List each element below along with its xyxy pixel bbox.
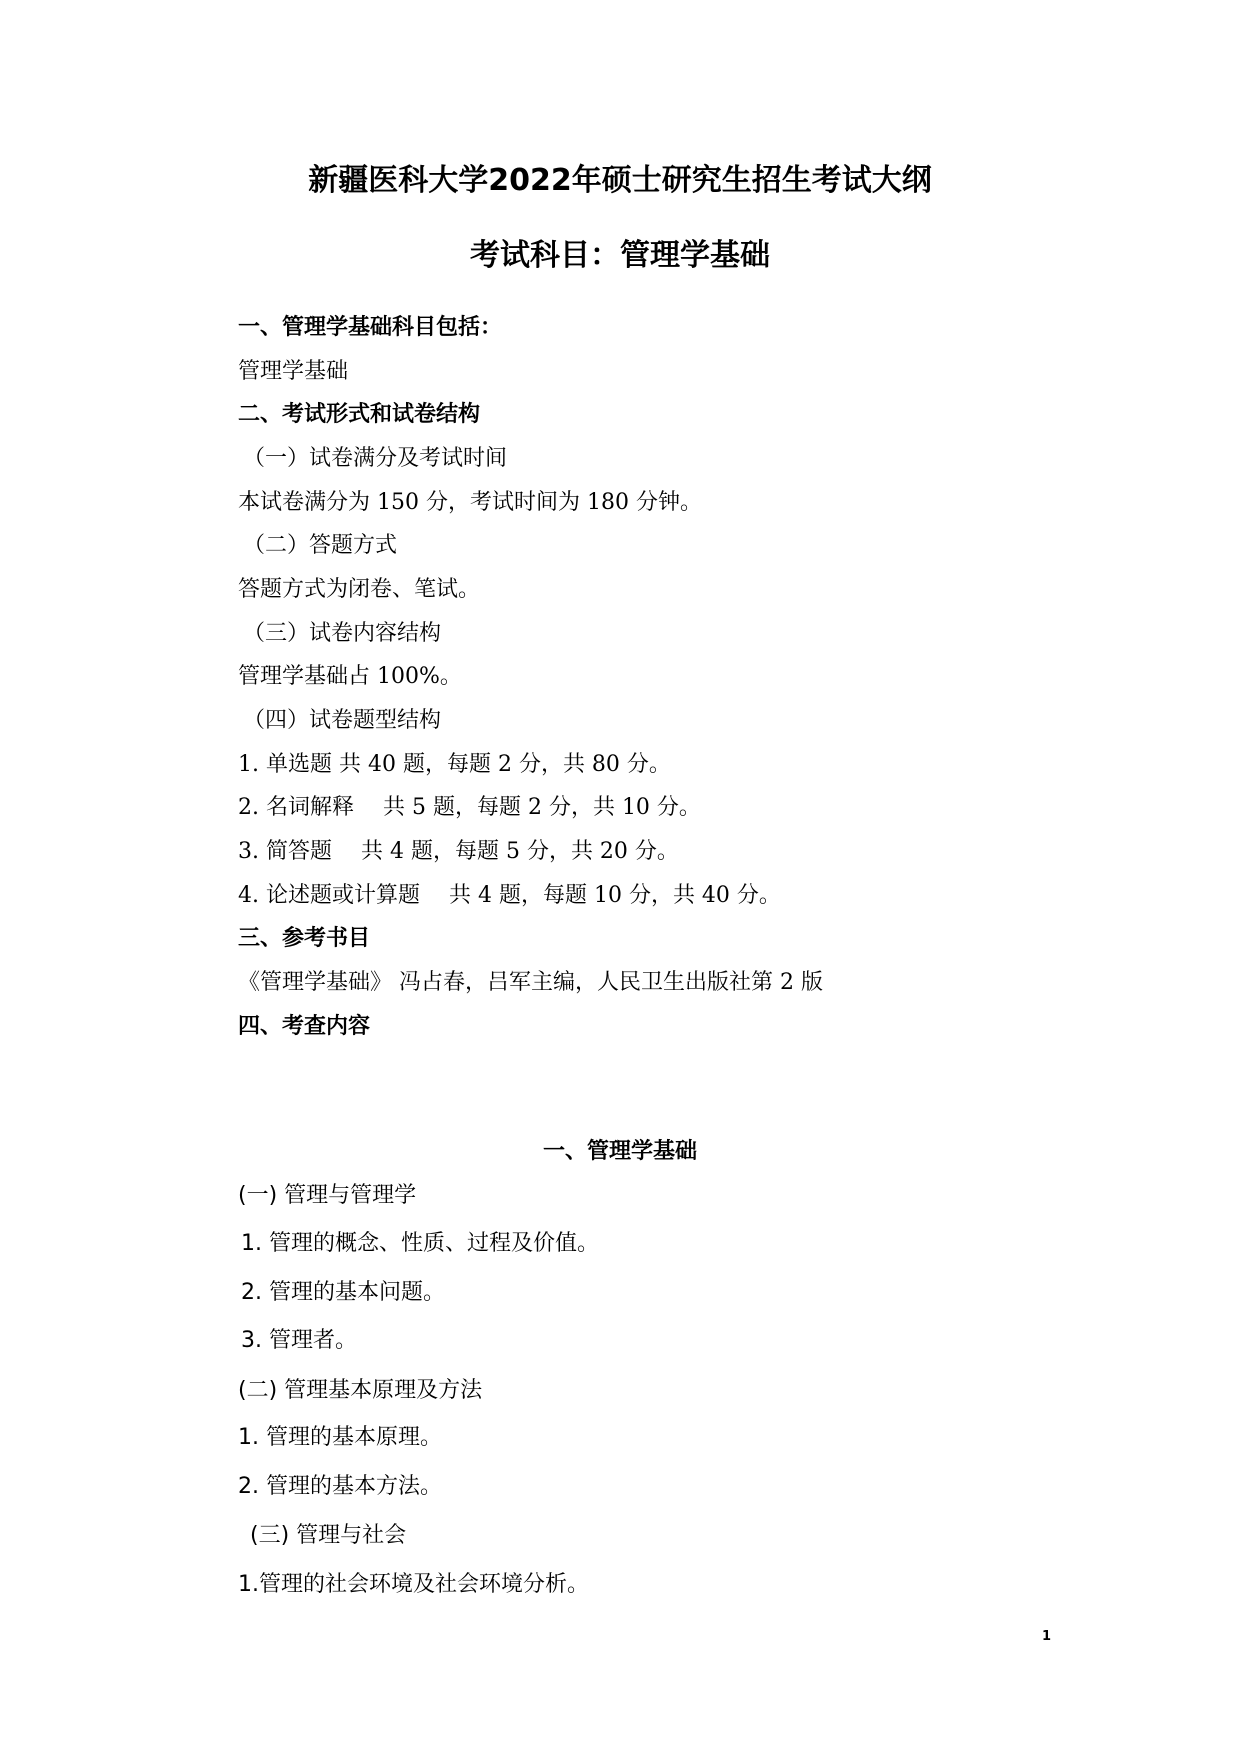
document-subtitle: 考试科目：管理学基础 bbox=[470, 238, 770, 273]
section-heading-3: 三、参考书目 bbox=[238, 926, 371, 951]
chapter-heading-2: (二) 管理基本原理及方法 bbox=[238, 1378, 483, 1403]
chapter-heading-3: (三) 管理与社会 bbox=[250, 1523, 407, 1548]
chapter-3-item: 1.管理的社会环境及社会环境分析。 bbox=[238, 1572, 589, 1597]
question-type-line: 4. 论述题或计算题 共 4 题，每题 10 分，共 40 分。 bbox=[238, 883, 781, 908]
subsection-heading-2-1: （一）试卷满分及考试时间 bbox=[243, 446, 508, 471]
chapter-1-item: 3. 管理者。 bbox=[241, 1328, 357, 1353]
subsection-2-1-text: 本试卷满分为 150 分，考试时间为 180 分钟。 bbox=[238, 490, 702, 515]
section-1-text: 管理学基础 bbox=[238, 359, 349, 384]
subsection-heading-2-4: （四）试卷题型结构 bbox=[243, 708, 442, 733]
question-type-line: 1. 单选题 共 40 题，每题 2 分，共 80 分。 bbox=[238, 752, 671, 777]
reference-book: 《管理学基础》 冯占春，吕军主编，人民卫生出版社第 2 版 bbox=[238, 970, 823, 995]
subsection-2-2-text: 答题方式为闭卷、笔试。 bbox=[238, 577, 481, 602]
section-heading-4: 四、考查内容 bbox=[238, 1014, 371, 1039]
page-number: 1 bbox=[1042, 1629, 1052, 1644]
subsection-2-3-text: 管理学基础占 100%。 bbox=[238, 664, 462, 689]
section-heading-2: 二、考试形式和试卷结构 bbox=[238, 402, 481, 427]
document-title: 新疆医科大学2022年硕士研究生招生考试大纲 bbox=[308, 163, 932, 198]
question-type-line: 3. 简答题 共 4 题，每题 5 分，共 20 分。 bbox=[238, 839, 679, 864]
chapter-2-item: 2. 管理的基本方法。 bbox=[238, 1474, 442, 1499]
chapter-1-item: 2. 管理的基本问题。 bbox=[241, 1280, 445, 1305]
subsection-heading-2-3: （三）试卷内容结构 bbox=[243, 621, 442, 646]
chapter-1-item: 1. 管理的概念、性质、过程及价值。 bbox=[241, 1231, 599, 1256]
chapter-2-item: 1. 管理的基本原理。 bbox=[238, 1425, 442, 1450]
chapter-heading-1: (一) 管理与管理学 bbox=[238, 1183, 417, 1208]
section-heading-1: 一、管理学基础科目包括： bbox=[238, 315, 503, 340]
subsection-heading-2-2: （二）答题方式 bbox=[243, 533, 398, 558]
question-type-line: 2. 名词解释 共 5 题，每题 2 分，共 10 分。 bbox=[238, 795, 701, 820]
part-heading: 一、管理学基础 bbox=[542, 1139, 697, 1164]
